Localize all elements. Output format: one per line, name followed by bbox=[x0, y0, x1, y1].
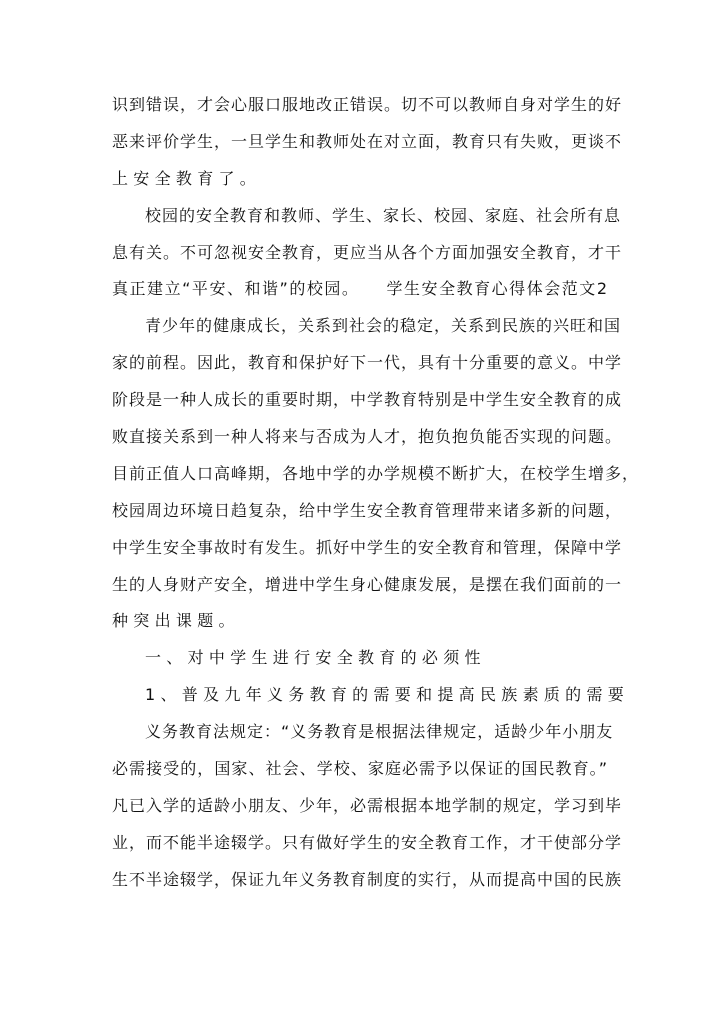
paragraph bbox=[112, 682, 630, 719]
text-line: 1、普及九年义务教育的需要和提高民族素质的需要 bbox=[145, 685, 630, 705]
paragraph bbox=[112, 203, 623, 314]
text-line: 中学生安全事故时有发生。抓好中学生的安全教育和管理，保障中学 bbox=[112, 537, 623, 557]
text-line: 阶段是一种人成长的重要时期，中学教育特别是中学生安全教育的成 bbox=[112, 390, 623, 410]
text-line: 校园周边环境日趋复杂，给中学生安全教育管理带来诸多新的问题， bbox=[112, 500, 623, 520]
text-line: 一、对中学生进行安全教育的必须性 bbox=[145, 648, 486, 668]
text-line: 生的人身财产安全，增进中学生身心健康发展，是摆在我们面前的一 bbox=[112, 574, 623, 594]
paragraph bbox=[112, 313, 640, 645]
paragraph bbox=[112, 719, 623, 903]
text-line: 上安全教育了。 bbox=[112, 168, 262, 188]
paragraph bbox=[112, 645, 608, 682]
text-line: 义务教育法规定：“义务教育是根据法律规定，适龄少年小朋友 bbox=[145, 722, 614, 742]
text-line: 家的前程。因此，教育和保护好下一代，具有十分重要的意义。中学 bbox=[112, 353, 623, 373]
text-line: 真正建立“平安、和谐”的校园。 学生安全教育心得体会范文2 bbox=[112, 279, 608, 299]
document-page bbox=[112, 92, 640, 904]
text-line: 业，而不能半途辍学。只有做好学生的安全教育工作，才干使部分学 bbox=[112, 832, 623, 852]
text-line: 必需接受的，国家、社会、学校、家庭必需予以保证的国民教育。” bbox=[112, 759, 608, 779]
text-line: 凡已入学的适龄小朋友、少年，必需根据本地学制的规定，学习到毕 bbox=[112, 795, 623, 815]
text-line: 生不半途辍学，保证九年义务教育制度的实行，从而提高中国的民族 bbox=[112, 869, 623, 889]
text-line: 种突出课题。 bbox=[112, 611, 240, 631]
paragraph bbox=[112, 92, 623, 203]
text-line: 息有关。不可忽视安全教育，更应当从各个方面加强安全教育，才干 bbox=[112, 242, 623, 262]
text-line: 败直接关系到一种人将来与否成为人才，抱负抱负能否实现的问题。 bbox=[112, 427, 623, 447]
text-line: 识到错误，才会心服口服地改正错误。切不可以教师自身对学生的好 bbox=[112, 95, 623, 114]
text-line: 青少年的健康成长，关系到社会的稳定，关系到民族的兴旺和国 bbox=[145, 316, 622, 336]
text-line: 校园的安全教育和教师、学生、家长、校园、家庭、社会所有息 bbox=[145, 205, 622, 225]
text-line: 目前正值人口高峰期，各地中学的办学规模不断扩大，在校学生增多， bbox=[112, 463, 640, 483]
text-line: 恶来评价学生，一旦学生和教师处在对立面，教育只有失败，更谈不 bbox=[112, 131, 623, 151]
